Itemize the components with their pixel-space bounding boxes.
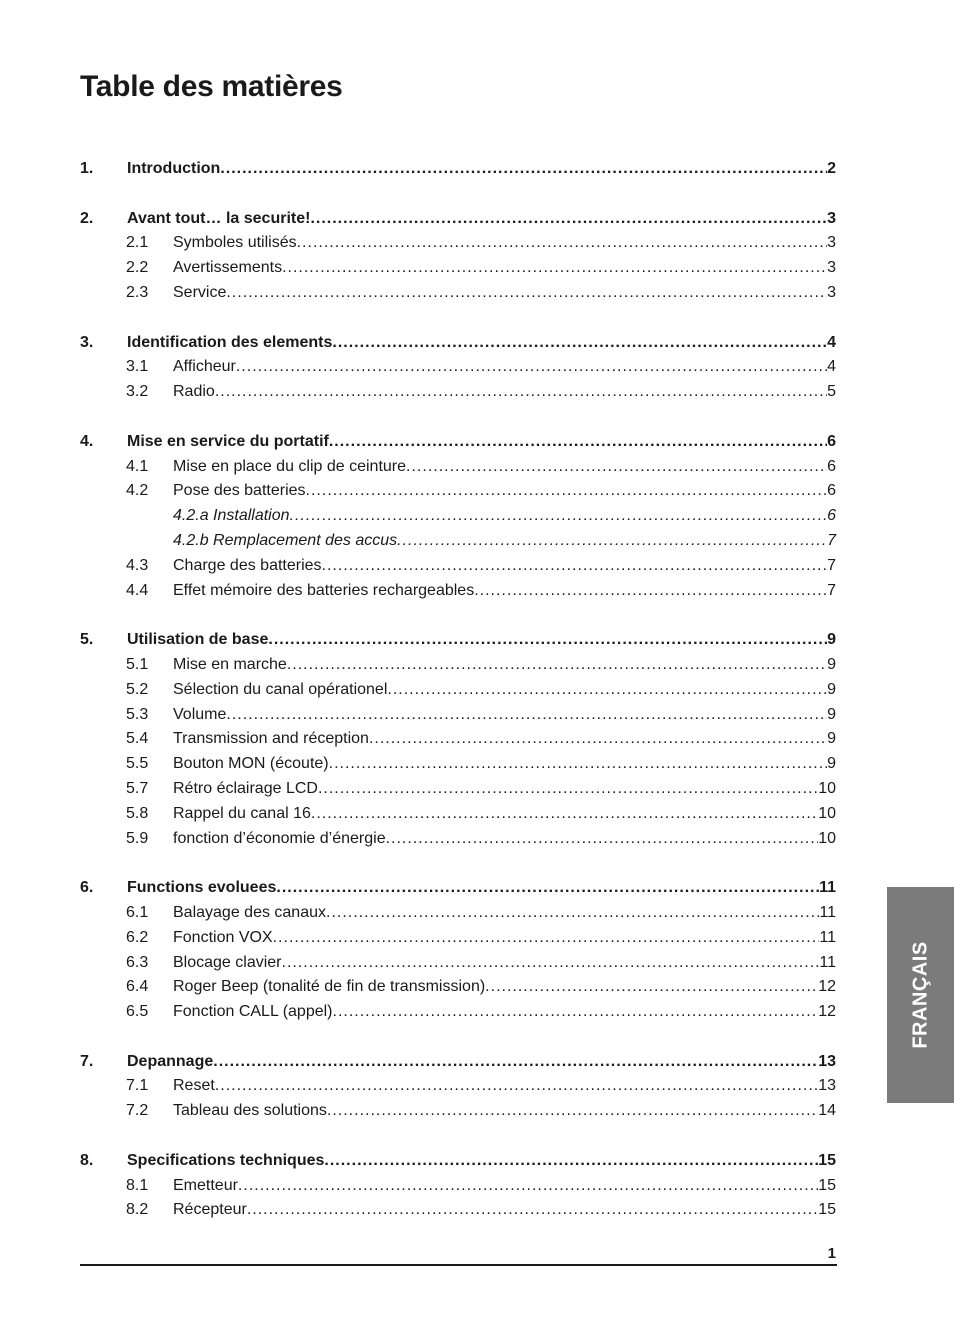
toc-section-heading[interactable]: [80, 1149, 836, 1174]
toc-entry-title: Tableau des solutions: [173, 1102, 327, 1120]
toc-section: [80, 1149, 836, 1223]
toc-entry-title: Roger Beep (tonalité de fin de transmission): [173, 978, 486, 996]
dot-leader: [215, 1074, 818, 1099]
toc-section: [80, 1050, 836, 1124]
toc-entry-page: 6: [827, 457, 836, 475]
toc-entry-page: 10: [818, 804, 836, 822]
toc-subentry[interactable]: [80, 727, 836, 752]
toc-section: [80, 207, 836, 306]
toc-section: [80, 157, 836, 182]
toc-entry-page: 4: [827, 333, 836, 351]
dot-leader: [226, 281, 827, 306]
dot-leader: [327, 1099, 818, 1124]
dot-leader: [297, 231, 827, 256]
footer-rule: [80, 1264, 837, 1266]
dot-leader: [485, 975, 818, 1000]
toc-entry-title: Service: [173, 283, 227, 301]
dot-leader: [276, 876, 819, 901]
toc-entry-title: Radio: [173, 383, 215, 401]
toc-entry-number: 8.1: [126, 1176, 149, 1194]
dot-leader: [387, 678, 827, 703]
toc-entry-title: Mise en marche: [173, 655, 287, 673]
dot-leader: [226, 703, 827, 728]
toc-entry-number: 6.2: [126, 928, 149, 946]
toc-section-heading[interactable]: [80, 157, 836, 182]
toc-entry-page: 9: [827, 655, 836, 673]
toc-entry-title: fonction d’économie d’énergie: [173, 829, 386, 847]
toc-subentry[interactable]: [80, 703, 836, 728]
toc-subentry[interactable]: [80, 827, 836, 852]
toc-entry-page: 9: [827, 705, 836, 723]
toc-entry-page: 6: [827, 432, 836, 450]
dot-leader: [215, 380, 827, 405]
toc-entry-number: 7.1: [126, 1077, 149, 1095]
toc-entry-number: 3.2: [126, 383, 149, 401]
toc-section: [80, 876, 836, 1025]
toc-subentry[interactable]: [80, 1174, 836, 1199]
language-tab: [887, 887, 954, 1103]
toc-entry-number: 5.5: [126, 755, 149, 773]
toc-entry-title: Utilisation de base: [127, 631, 269, 649]
toc-subsubentry[interactable]: [80, 529, 836, 554]
toc-entry-title: Mise en place du clip de ceinture: [173, 457, 407, 475]
dot-leader: [474, 579, 827, 604]
toc-subentry[interactable]: [80, 380, 836, 405]
toc-subsubentry[interactable]: [80, 504, 836, 529]
toc-subentry[interactable]: [80, 579, 836, 604]
toc-entry-page: 7: [827, 581, 836, 599]
dot-leader: [247, 1198, 818, 1223]
toc-entry-title: Récepteur: [173, 1201, 247, 1219]
toc-entry-number: 4.4: [126, 581, 149, 599]
dot-leader: [220, 157, 827, 182]
table-of-contents: [80, 157, 836, 1248]
toc-entry-title: Fonction CALL (appel): [173, 1003, 333, 1021]
toc-entry-title: Depannage: [127, 1052, 214, 1070]
toc-entry-number: 5.8: [126, 804, 149, 822]
toc-subentry[interactable]: [80, 479, 836, 504]
toc-entry-number: 6.4: [126, 978, 149, 996]
toc-entry-title: Blocage clavier: [173, 953, 282, 971]
toc-entry-page: 14: [818, 1102, 836, 1120]
toc-entry-page: 12: [818, 978, 836, 996]
toc-entry-number: 5.2: [126, 680, 149, 698]
dot-leader: [236, 355, 827, 380]
toc-subentry[interactable]: [80, 1074, 836, 1099]
toc-entry-title: Sélection du canal opérationel: [173, 680, 388, 698]
dot-leader: [322, 554, 828, 579]
toc-entry-title: 4.2.b Remplacement des accus: [173, 531, 398, 549]
toc-entry-number: 6.1: [126, 903, 149, 921]
toc-entry-title: Mise en service du portatif: [127, 432, 329, 450]
toc-subentry[interactable]: [80, 455, 836, 480]
dot-leader: [406, 455, 827, 480]
toc-entry-number: 6.5: [126, 1003, 149, 1021]
dot-leader: [329, 430, 827, 455]
toc-entry-number: 5.: [80, 631, 94, 649]
toc-entry-number: 2.2: [126, 259, 149, 277]
toc-section: [80, 331, 836, 405]
toc-section-heading[interactable]: [80, 331, 836, 356]
page-number: 1: [827, 1245, 836, 1262]
toc-entry-number: 1.: [80, 160, 94, 177]
toc-section-heading[interactable]: [80, 207, 836, 232]
toc-entry-title: 4.2.a Installation: [173, 507, 290, 525]
toc-entry-page: 3: [827, 209, 836, 227]
toc-entry-page: 7: [827, 556, 836, 574]
toc-entry-page: 15: [818, 1151, 836, 1169]
toc-subentry[interactable]: [80, 951, 836, 976]
toc-section-heading[interactable]: [80, 876, 836, 901]
toc-entry-number: 3.1: [126, 358, 149, 376]
toc-entry-number: 8.: [80, 1151, 94, 1169]
toc-entry-number: 7.2: [126, 1102, 149, 1120]
toc-entry-title: Introduction: [127, 160, 221, 177]
toc-entry-number: 8.2: [126, 1201, 149, 1219]
toc-entry-title: Fonction VOX: [173, 928, 273, 946]
page-title: Table des matières: [80, 70, 343, 103]
toc-entry-page: 10: [818, 829, 836, 847]
toc-entry-title: Avant tout… la securite!: [127, 209, 311, 227]
dot-leader: [324, 1149, 818, 1174]
toc-entry-number: 7.: [80, 1052, 94, 1070]
toc-entry-page: 9: [827, 755, 836, 773]
toc-entry-page: 9: [827, 631, 836, 649]
toc-section-heading[interactable]: [80, 430, 836, 455]
toc-entry-page: 6: [827, 507, 836, 525]
toc-entry-page: 2: [827, 160, 836, 177]
toc-section-heading[interactable]: [80, 628, 836, 653]
toc-entry-title: Rappel du canal 16: [173, 804, 311, 822]
toc-entry-title: Avertissements: [173, 259, 283, 277]
toc-entry-page: 3: [827, 283, 836, 301]
toc-entry-page: 9: [827, 680, 836, 698]
dot-leader: [238, 1174, 818, 1199]
dot-leader: [326, 901, 819, 926]
toc-entry-title: Effet mémoire des batteries rechargeables: [173, 581, 475, 599]
toc-entry-page: 15: [818, 1201, 836, 1219]
toc-entry-title: Functions evoluees: [127, 879, 277, 897]
toc-subentry[interactable]: [80, 355, 836, 380]
toc-entry-number: 4.3: [126, 556, 149, 574]
language-tab-label: FRANÇAIS: [909, 941, 931, 1049]
toc-entry-title: Identification des elements: [127, 333, 333, 351]
toc-entry-title: Reset: [173, 1077, 215, 1095]
toc-subentry[interactable]: [80, 653, 836, 678]
toc-entry-number: 3.: [80, 333, 94, 351]
dot-leader: [333, 1000, 819, 1025]
toc-entry-number: 4.1: [126, 457, 149, 475]
toc-entry-page: 11: [819, 903, 836, 921]
toc-subentry[interactable]: [80, 678, 836, 703]
dot-leader: [213, 1050, 818, 1075]
toc-entry-title: Balayage des canaux: [173, 903, 326, 921]
toc-entry-page: 5: [827, 383, 836, 401]
toc-entry-number: 5.7: [126, 779, 149, 797]
toc-entry-title: Transmission and réception: [173, 730, 369, 748]
toc-entry-title: Pose des batteries: [173, 482, 306, 500]
toc-entry-page: 3: [827, 259, 836, 277]
toc-entry-page: 3: [827, 234, 836, 252]
dot-leader: [290, 504, 828, 529]
dot-leader: [329, 752, 827, 777]
toc-subentry[interactable]: [80, 926, 836, 951]
toc-subentry[interactable]: [80, 554, 836, 579]
dot-leader: [332, 331, 827, 356]
toc-entry-number: 2.3: [126, 283, 149, 301]
toc-entry-page: 11: [819, 879, 836, 897]
dot-leader: [268, 628, 827, 653]
toc-entry-number: 4.: [80, 432, 94, 450]
toc-subentry[interactable]: [80, 901, 836, 926]
toc-subentry[interactable]: [80, 752, 836, 777]
toc-subentry[interactable]: [80, 1198, 836, 1223]
toc-entry-title: Symboles utilisés: [173, 234, 297, 252]
dot-leader: [397, 529, 827, 554]
toc-section: [80, 430, 836, 604]
toc-entry-number: 5.1: [126, 655, 149, 673]
dot-leader: [273, 926, 820, 951]
toc-entry-page: 11: [819, 928, 836, 946]
toc-entry-title: Volume: [173, 705, 227, 723]
toc-subentry[interactable]: [80, 802, 836, 827]
toc-entry-number: 5.3: [126, 705, 149, 723]
toc-subentry[interactable]: [80, 1099, 836, 1124]
toc-entry-number: 6.3: [126, 953, 149, 971]
toc-entry-title: Emetteur: [173, 1176, 238, 1194]
dot-leader: [282, 951, 820, 976]
toc-entry-page: 11: [819, 953, 836, 971]
toc-entry-number: 2.1: [126, 234, 149, 252]
dot-leader: [311, 802, 818, 827]
toc-subentry[interactable]: [80, 1000, 836, 1025]
toc-entry-number: 5.9: [126, 829, 149, 847]
dot-leader: [282, 256, 827, 281]
toc-entry-title: Rétro éclairage LCD: [173, 779, 318, 797]
toc-entry-page: 10: [818, 779, 836, 797]
dot-leader: [318, 777, 818, 802]
toc-entry-title: Bouton MON (écoute): [173, 755, 329, 773]
dot-leader: [287, 653, 827, 678]
toc-subentry[interactable]: [80, 777, 836, 802]
toc-entry-title: Charge des batteries: [173, 556, 322, 574]
dot-leader: [369, 727, 827, 752]
toc-entry-page: 4: [827, 358, 836, 376]
toc-entry-page: 13: [818, 1077, 836, 1095]
toc-subentry[interactable]: [80, 256, 836, 281]
toc-entry-page: 7: [827, 531, 836, 549]
toc-entry-page: 12: [818, 1003, 836, 1021]
toc-entry-number: 4.2: [126, 482, 149, 500]
toc-entry-number: 5.4: [126, 730, 149, 748]
toc-entry-title: Specifications techniques: [127, 1151, 325, 1169]
toc-entry-page: 13: [818, 1052, 836, 1070]
toc-entry-page: 9: [827, 730, 836, 748]
toc-section: [80, 628, 836, 851]
toc-entry-page: 6: [827, 482, 836, 500]
toc-section-heading[interactable]: [80, 1050, 836, 1075]
toc-entry-page: 15: [818, 1176, 836, 1194]
toc-subentry[interactable]: [80, 281, 836, 306]
toc-entry-number: 6.: [80, 879, 94, 897]
toc-entry-number: 2.: [80, 209, 94, 227]
toc-entry-title: Afficheur: [173, 358, 236, 376]
toc-subentry[interactable]: [80, 231, 836, 256]
dot-leader: [386, 827, 819, 852]
dot-leader: [310, 207, 827, 232]
dot-leader: [306, 479, 828, 504]
toc-subentry[interactable]: [80, 975, 836, 1000]
